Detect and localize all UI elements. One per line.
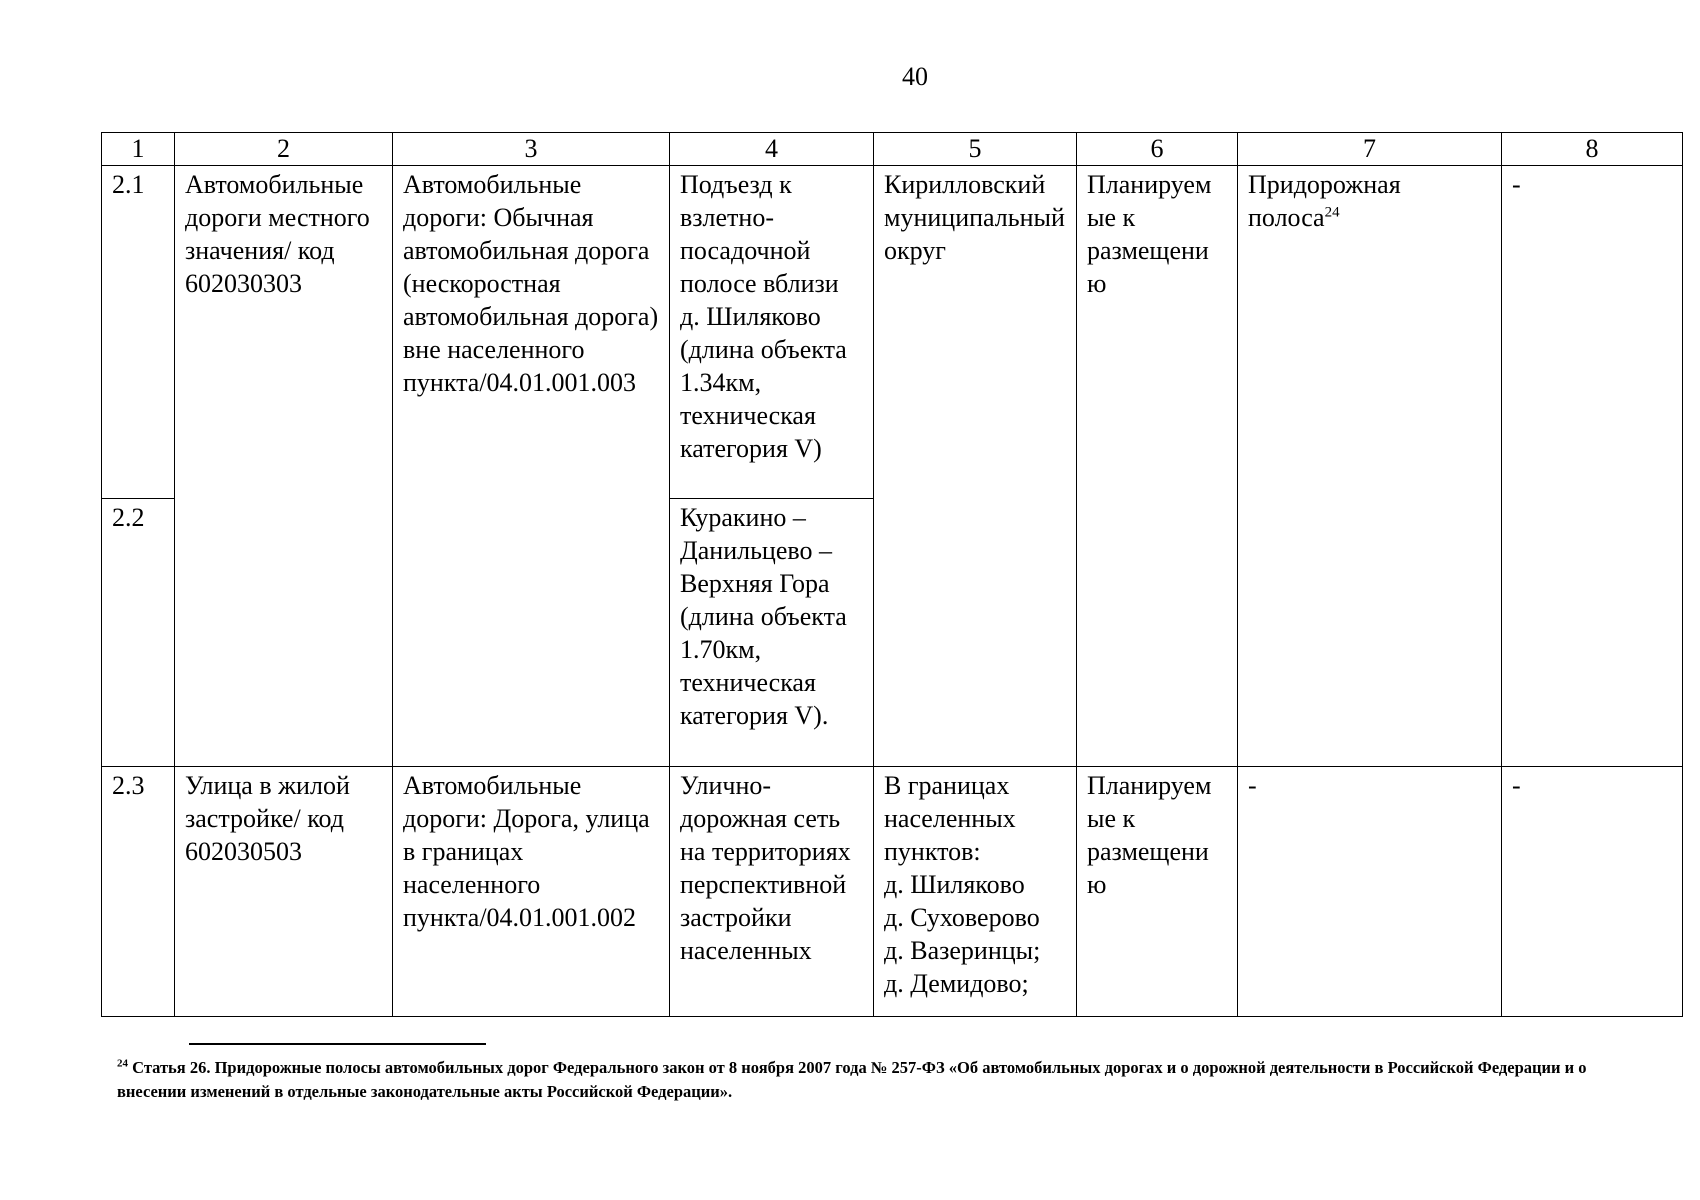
zone-cell: -	[1238, 767, 1502, 1017]
footnote-separator	[189, 1043, 486, 1045]
row-number: 2.3	[102, 767, 175, 1017]
note-cell: -	[1502, 767, 1683, 1017]
object-name-cell: Подъезд к взлетно-посадочной полосе вблизи д. Шиляково (длина объекта 1.34км, техническая категория V)	[670, 166, 874, 499]
object-kind-cell: Автомобильные дороги: Дорога, улица в границах населенного пункта/04.01.001.002	[393, 767, 670, 1017]
objects-table	[101, 132, 1683, 1017]
header-cell: 8	[1502, 133, 1683, 166]
header-cell: 3	[393, 133, 670, 166]
zone-cell	[1238, 166, 1502, 767]
footnote-ref: 24	[1324, 204, 1340, 221]
header-cell: 4	[670, 133, 874, 166]
header-cell: 6	[1077, 133, 1238, 166]
header-cell: 1	[102, 133, 175, 166]
zone-text: Придорожная полоса	[1248, 170, 1401, 232]
header-cell: 7	[1238, 133, 1502, 166]
page-number: 40	[902, 62, 928, 91]
table-row	[102, 767, 1683, 1017]
status-cell: Планируемые к размещению	[1077, 767, 1238, 1017]
header-cell: 5	[874, 133, 1077, 166]
footnote-text: Статья 26. Придорожные полосы автомобильных дорог Федерального закон от 8 ноября 2007 года № 257-ФЗ «Об автомобильных дорогах и о дорожной деятельности в Российской Федерации и о внесении изменений в отдельные законодательные акты Российской Федерации».	[117, 1058, 1587, 1101]
location-line: д. Демидово;	[884, 969, 1029, 998]
location-line: д. Суховерово	[884, 903, 1040, 932]
object-kind-cell: Автомобильные дороги: Обычная автомобильная дорога (нескоростная автомобильная дорога) вне населенного пункта/04.01.001.003	[393, 166, 670, 767]
location-cell	[874, 767, 1077, 1017]
object-name-cell: Куракино – Данильцево – Верхняя Гора (длина объекта 1.70км, техническая категория V).	[670, 499, 874, 767]
row-number: 2.1	[102, 166, 175, 499]
row-number: 2.2	[102, 499, 175, 767]
location-cell: Кирилловский муниципальный округ	[874, 166, 1077, 767]
location-line: д. Шиляково	[884, 870, 1025, 899]
footnote-marker: 24	[117, 1057, 128, 1070]
object-type-cell: Улица в жилой застройке/ код 602030503	[175, 767, 393, 1017]
location-line: В границах населенных пунктов:	[884, 771, 1016, 866]
location-line: д. Вазеринцы;	[884, 936, 1041, 965]
note-cell: -	[1502, 166, 1683, 767]
object-type-cell: Автомобильные дороги местного значения/ код 602030303	[175, 166, 393, 767]
table-row	[102, 166, 1683, 499]
footnote	[117, 1056, 1587, 1104]
status-cell: Планируемые к размещению	[1077, 166, 1238, 767]
object-name-cell: Улично-дорожная сеть на территориях перспективной застройки населенных	[670, 767, 874, 1017]
header-cell: 2	[175, 133, 393, 166]
table-header-row	[102, 133, 1683, 166]
